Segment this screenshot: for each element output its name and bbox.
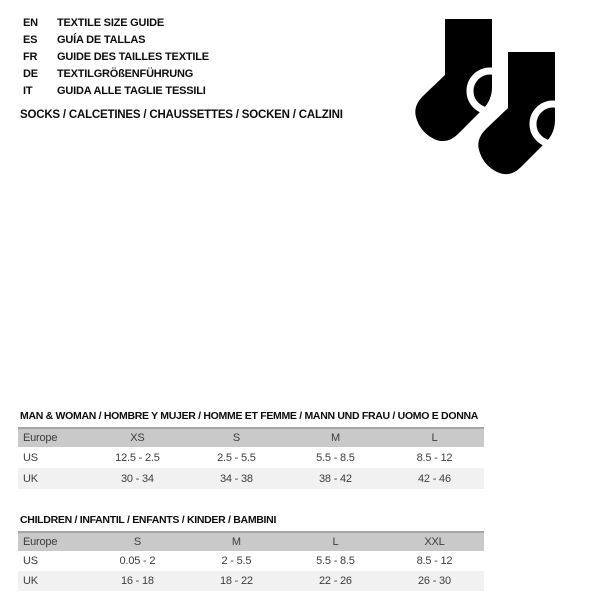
size-cell: 26 - 30 (418, 575, 451, 587)
size-cell: 8.5 - 12 (416, 451, 453, 464)
column-header-size: L (431, 432, 438, 444)
language-row-de (23, 65, 209, 82)
language-code: DE (23, 67, 38, 80)
size-cell: 5.5 - 8.5 (316, 451, 355, 464)
size-cell: 8.5 - 12 (416, 555, 453, 567)
language-label: TEXTILGRÖßENFÜHRUNG (57, 67, 194, 80)
language-label: GUIDA ALLE TAGLIE TESSILI (57, 84, 206, 97)
language-code: IT (23, 84, 33, 97)
language-label: TEXTILE SIZE GUIDE (57, 16, 165, 29)
language-label: GUÍA DE TALLAS (57, 33, 146, 46)
column-header-size: XS (130, 432, 145, 444)
language-label: GUIDE DES TAILLES TEXTILE (57, 50, 209, 63)
column-header-size: S (133, 536, 141, 548)
size-cell: 22 - 26 (319, 575, 352, 587)
category-title: SOCKS / CALCETINES / CHAUSSETTES / SOCKEN / CALZINI (20, 109, 343, 121)
language-row-it (23, 82, 209, 99)
row-label: UK (23, 472, 38, 485)
table-row-uk (18, 468, 484, 489)
column-header-size: M (231, 536, 241, 548)
column-header-size: XXL (424, 536, 445, 548)
language-code: EN (23, 16, 38, 29)
language-code: ES (23, 33, 38, 46)
size-cell: 34 - 38 (219, 472, 253, 485)
table-header-row (18, 427, 484, 447)
language-row-en (23, 14, 209, 31)
column-header-region: Europe (23, 536, 58, 548)
size-cell: 30 - 34 (120, 472, 154, 485)
table-row-us (18, 551, 484, 571)
language-row-fr (23, 48, 209, 65)
language-code: FR (23, 50, 38, 63)
size-cell: 0.05 - 2 (119, 555, 156, 567)
children-table-title: CHILDREN / INFANTIL / ENFANTS / KINDER / BAMBINI (20, 514, 277, 526)
size-cell: 42 - 46 (418, 472, 451, 485)
size-table-adult (18, 427, 484, 489)
table-row-uk (18, 571, 484, 591)
column-header-region: Europe (23, 432, 58, 444)
size-cell: 2.5 - 5.5 (217, 451, 256, 464)
row-label: US (23, 451, 38, 464)
language-row-es (23, 31, 209, 48)
column-header-size: L (332, 536, 339, 548)
size-table-children (18, 531, 484, 591)
column-header-size: M (330, 432, 340, 444)
size-cell: 5.5 - 8.5 (316, 555, 355, 567)
adult-table-title: MAN & WOMAN / HOMBRE Y MUJER / HOMME ET FEMME / MANN UND FRAU / UOMO E DONNA (20, 410, 479, 422)
size-cell: 18 - 22 (219, 575, 253, 587)
size-cell: 2 - 5.5 (221, 555, 252, 567)
table-row-us (18, 447, 484, 468)
size-cell: 12.5 - 2.5 (115, 451, 160, 464)
row-label: UK (23, 575, 38, 587)
size-cell: 38 - 42 (319, 472, 352, 485)
language-list (23, 14, 209, 99)
size-cell: 16 - 18 (120, 575, 154, 587)
row-label: US (23, 555, 38, 567)
column-header-size: S (232, 432, 240, 444)
socks-icon (404, 12, 594, 184)
table-header-row (18, 531, 484, 551)
